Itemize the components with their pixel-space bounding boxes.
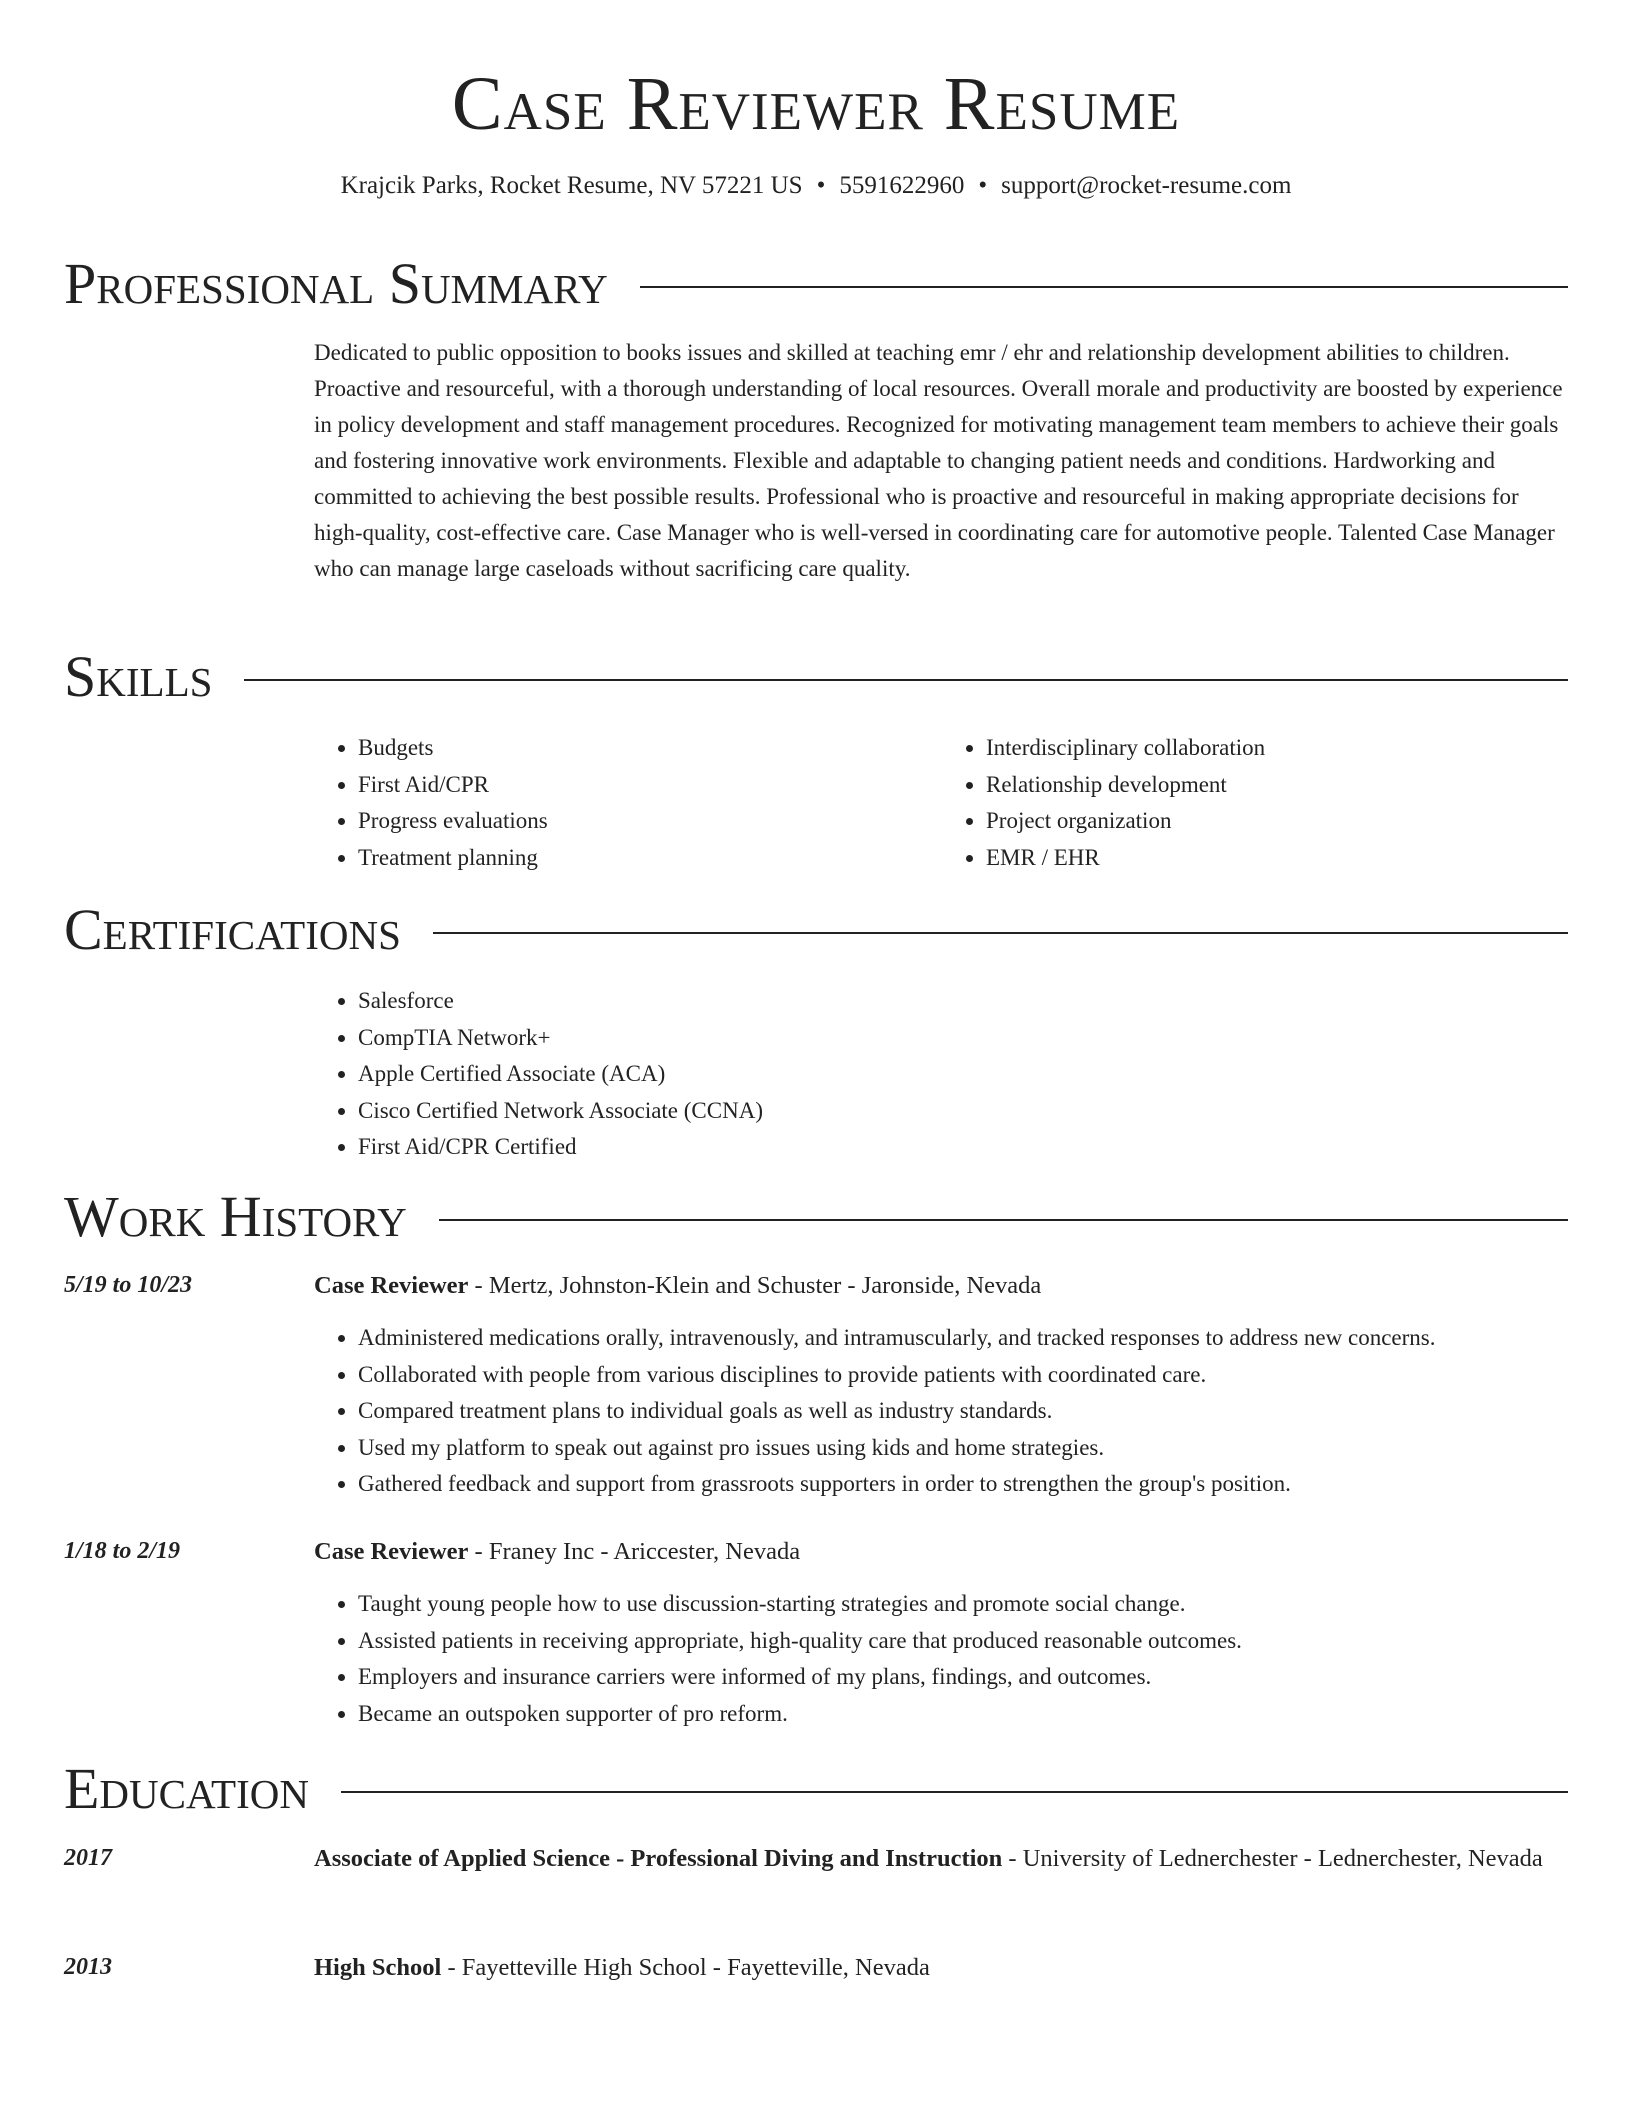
skill-item: • EMR / EHR [986, 840, 1570, 877]
skill-item: • Progress evaluations [358, 803, 942, 840]
work-section-header [64, 1185, 1568, 1249]
job-bullet: • Collaborated with people from various disciplines to provide patients with coordinated care. [358, 1357, 1570, 1394]
certifications-heading: Certifications [64, 897, 401, 962]
skills-column-left [314, 730, 942, 876]
certification-item: • Salesforce [358, 983, 1570, 1020]
certification-item: • First Aid/CPR Certified [358, 1129, 1570, 1166]
skill-item: • Project organization [986, 803, 1570, 840]
job-bullet: • Used my platform to speak out against pro issues using kids and home strategies. [358, 1430, 1570, 1467]
education-details: - University of Lednerchester - Lednerchester, Nevada [1002, 1845, 1543, 1872]
contact-separator: • [978, 172, 988, 199]
section-divider [244, 679, 1568, 681]
contact-phone: 5591622960 [839, 172, 965, 199]
education-heading: Education [64, 1756, 309, 1821]
skill-item: • Interdisciplinary collaboration [986, 730, 1570, 767]
job-bullet: • Administered medications orally, intravenously, and intramuscularly, and tracked responses to address new concerns. [358, 1320, 1570, 1357]
skills-heading: Skills [64, 644, 213, 709]
education-entry [314, 1839, 1570, 1879]
section-divider [433, 932, 1568, 934]
education-degree: Associate of Applied Science - Professional Diving and Instruction [314, 1845, 1003, 1872]
certifications-list [314, 983, 1570, 1166]
contact-line [0, 172, 1632, 200]
job-dates: 5/19 to 10/23 [64, 1272, 193, 1298]
skill-item: • Relationship development [986, 767, 1570, 804]
job-bullet: • Taught young people how to use discussion-starting strategies and promote social change. [358, 1586, 1570, 1623]
education-entry [314, 1948, 1570, 1988]
job-title: Case Reviewer [314, 1272, 469, 1299]
job-details: - Franey Inc - Ariccester, Nevada [468, 1538, 801, 1565]
education-year: 2013 [64, 1954, 112, 1980]
summary-section-header [64, 252, 1568, 316]
section-divider [640, 286, 1568, 288]
job-bullet: • Compared treatment plans to individual goals as well as industry standards. [358, 1393, 1570, 1430]
skills-list [314, 730, 1570, 876]
education-details: - Fayetteville High School - Fayetteville, Nevada [441, 1954, 930, 1981]
certification-item: • CompTIA Network+ [358, 1020, 1570, 1057]
skill-item: • Treatment planning [358, 840, 942, 877]
section-divider [341, 1791, 1568, 1793]
summary-text: Dedicated to public opposition to books issues and skilled at teaching emr / ehr and relationship development abilities to children. Proactive and resourceful, with a thorough understanding of local resources. Overall morale and productivity are boosted by experience in policy development and staff management procedures. Recognized for motivating management team members to achieve their goals and fostering innovative work environments. Flexible and adaptable to changing patient needs and conditions. Hardworking and committed to achieving the best possible results. Professional who is proactive and resourceful in making appropriate decisions for high-quality, cost-effective care. Case Manager who is well-versed in coordinating care for automotive people. Talented Case Manager who can manage large caseloads without sacrificing care quality. [314, 340, 1563, 581]
certification-item: • Apple Certified Associate (ACA) [358, 1056, 1570, 1093]
skills-column-right [942, 730, 1570, 876]
section-divider [439, 1219, 1568, 1221]
skill-item: • Budgets [358, 730, 942, 767]
work-heading: Work History [64, 1184, 407, 1249]
job-title: Case Reviewer [314, 1538, 469, 1565]
education-degree: High School [314, 1954, 442, 1981]
job-header [314, 1532, 1570, 1572]
job-bullet: • Assisted patients in receiving appropriate, high-quality care that produced reasonable outcomes. [358, 1623, 1570, 1660]
job-dates: 1/18 to 2/19 [64, 1538, 181, 1564]
skills-section-header [64, 645, 1568, 709]
education-year: 2017 [64, 1845, 112, 1871]
skill-item: • First Aid/CPR [358, 767, 942, 804]
certification-item: • Cisco Certified Network Associate (CCNA) [358, 1093, 1570, 1130]
job-bullet: • Employers and insurance carriers were informed of my plans, findings, and outcomes. [358, 1659, 1570, 1696]
job-bullet: • Gathered feedback and support from grassroots supporters in order to strengthen the group's position. [358, 1466, 1570, 1503]
job-bullets [314, 1320, 1570, 1503]
certifications-section-header [64, 898, 1568, 962]
job-bullets [314, 1586, 1570, 1732]
job-header [314, 1266, 1570, 1306]
contact-email: support@rocket-resume.com [1001, 172, 1292, 199]
resume-title: Case Reviewer Resume [451, 62, 1181, 146]
summary-heading: Professional Summary [64, 251, 608, 316]
job-details: - Mertz, Johnston-Klein and Schuster - Jaronside, Nevada [468, 1272, 1042, 1299]
job-bullet: • Became an outspoken supporter of pro reform. [358, 1696, 1570, 1733]
contact-separator: • [816, 172, 826, 199]
education-section-header [64, 1757, 1568, 1821]
contact-address: Krajcik Parks, Rocket Resume, NV 57221 US [340, 172, 803, 199]
